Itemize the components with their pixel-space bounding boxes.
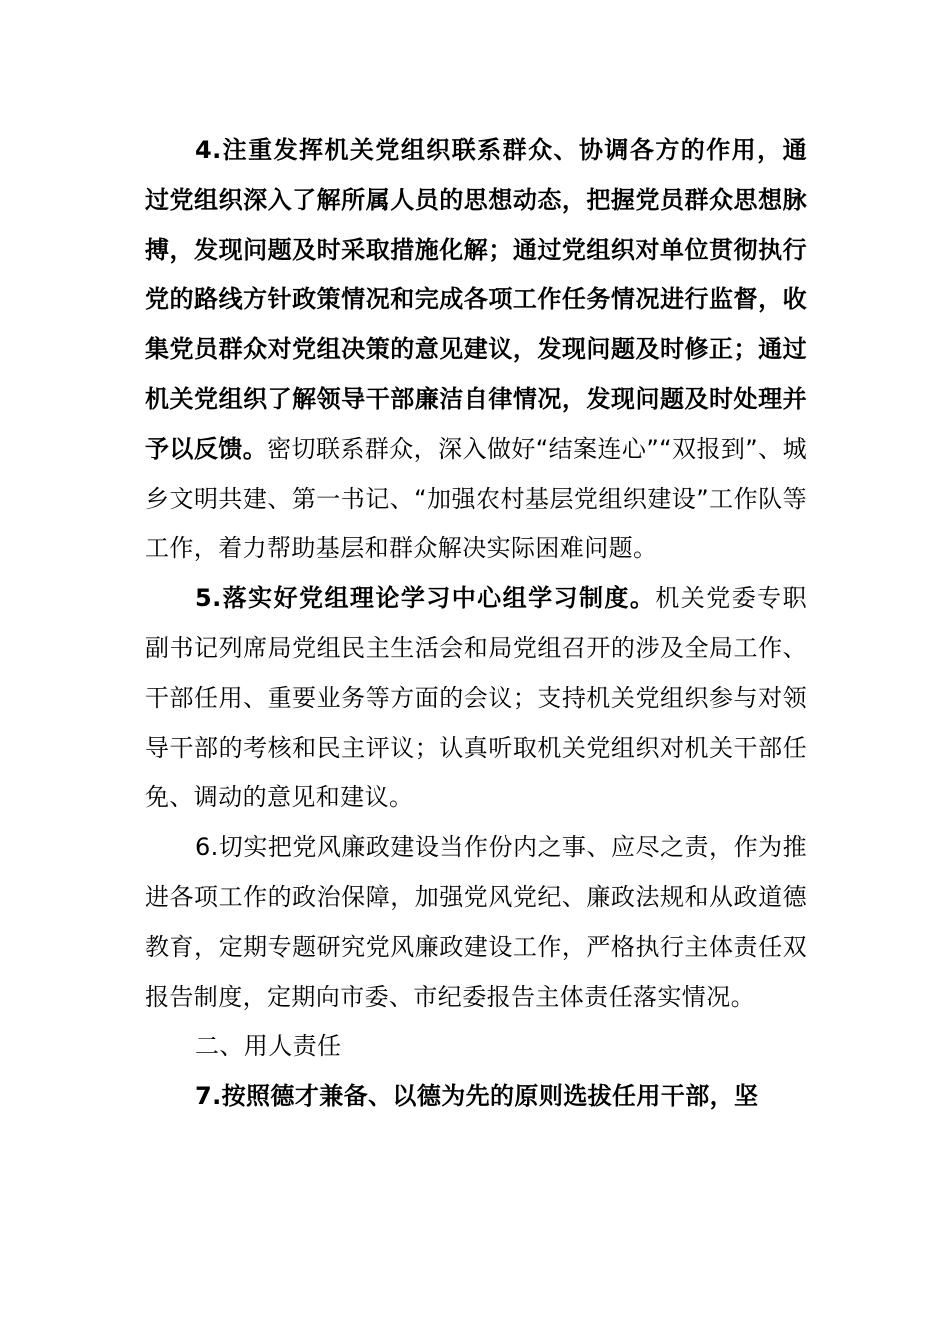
document-page — [145, 126, 807, 1122]
paragraph-4 — [145, 126, 807, 574]
paragraph-5-body: 机关党委专职副书记列席局党组民主生活会和局党组召开的涉及全局工作、干部任用、重要业务等方面的会议；支持机关党组织参与对领导干部的考核和民主评议；认真听取机关党组织对机关干部任免、调动的意见和建议。 — [145, 584, 807, 812]
paragraph-7-lead: 7.按照德才兼备、以德为先的原则选拔任用干部，坚 — [195, 1082, 759, 1111]
paragraph-5-lead: 5.落实好党组理论学习中心组学习制度。 — [195, 584, 656, 613]
paragraph-5 — [145, 574, 807, 823]
section-heading-2: 二、用人责任 — [195, 1032, 342, 1061]
paragraph-7 — [145, 1072, 807, 1122]
paragraph-6: 6.切实把党风廉政建设当作份内之事、应尽之责，作为推进各项工作的政治保障，加强党风党纪、廉政法规和从政道德教育，定期专题研究党风廉政建设工作，严格执行主体责任双报告制度，定期向市委、市纪委报告主体责任落实情况。 — [145, 833, 807, 1011]
paragraph-4-body: 密切联系群众，深入做好“结案连心”“双报到”、城乡文明共建、第一书记、“加强农村基层党组织建设”工作队等工作，着力帮助基层和群众解决实际困难问题。 — [145, 434, 807, 563]
paragraph-4-lead: 4.注重发挥机关党组织联系群众、协调各方的作用，通过党组织深入了解所属人员的思想动态，把握党员群众思想脉搏，发现问题及时采取措施化解；通过党组织对单位贯彻执行党的路线方针政策情况和完成各项工作任务情况进行监督，收集党员群众对党组决策的意见建议，发现问题及时修正；通过机关党组织了解领导干部廉洁自律情况，发现问题及时处理并予以反馈。 — [145, 136, 807, 463]
